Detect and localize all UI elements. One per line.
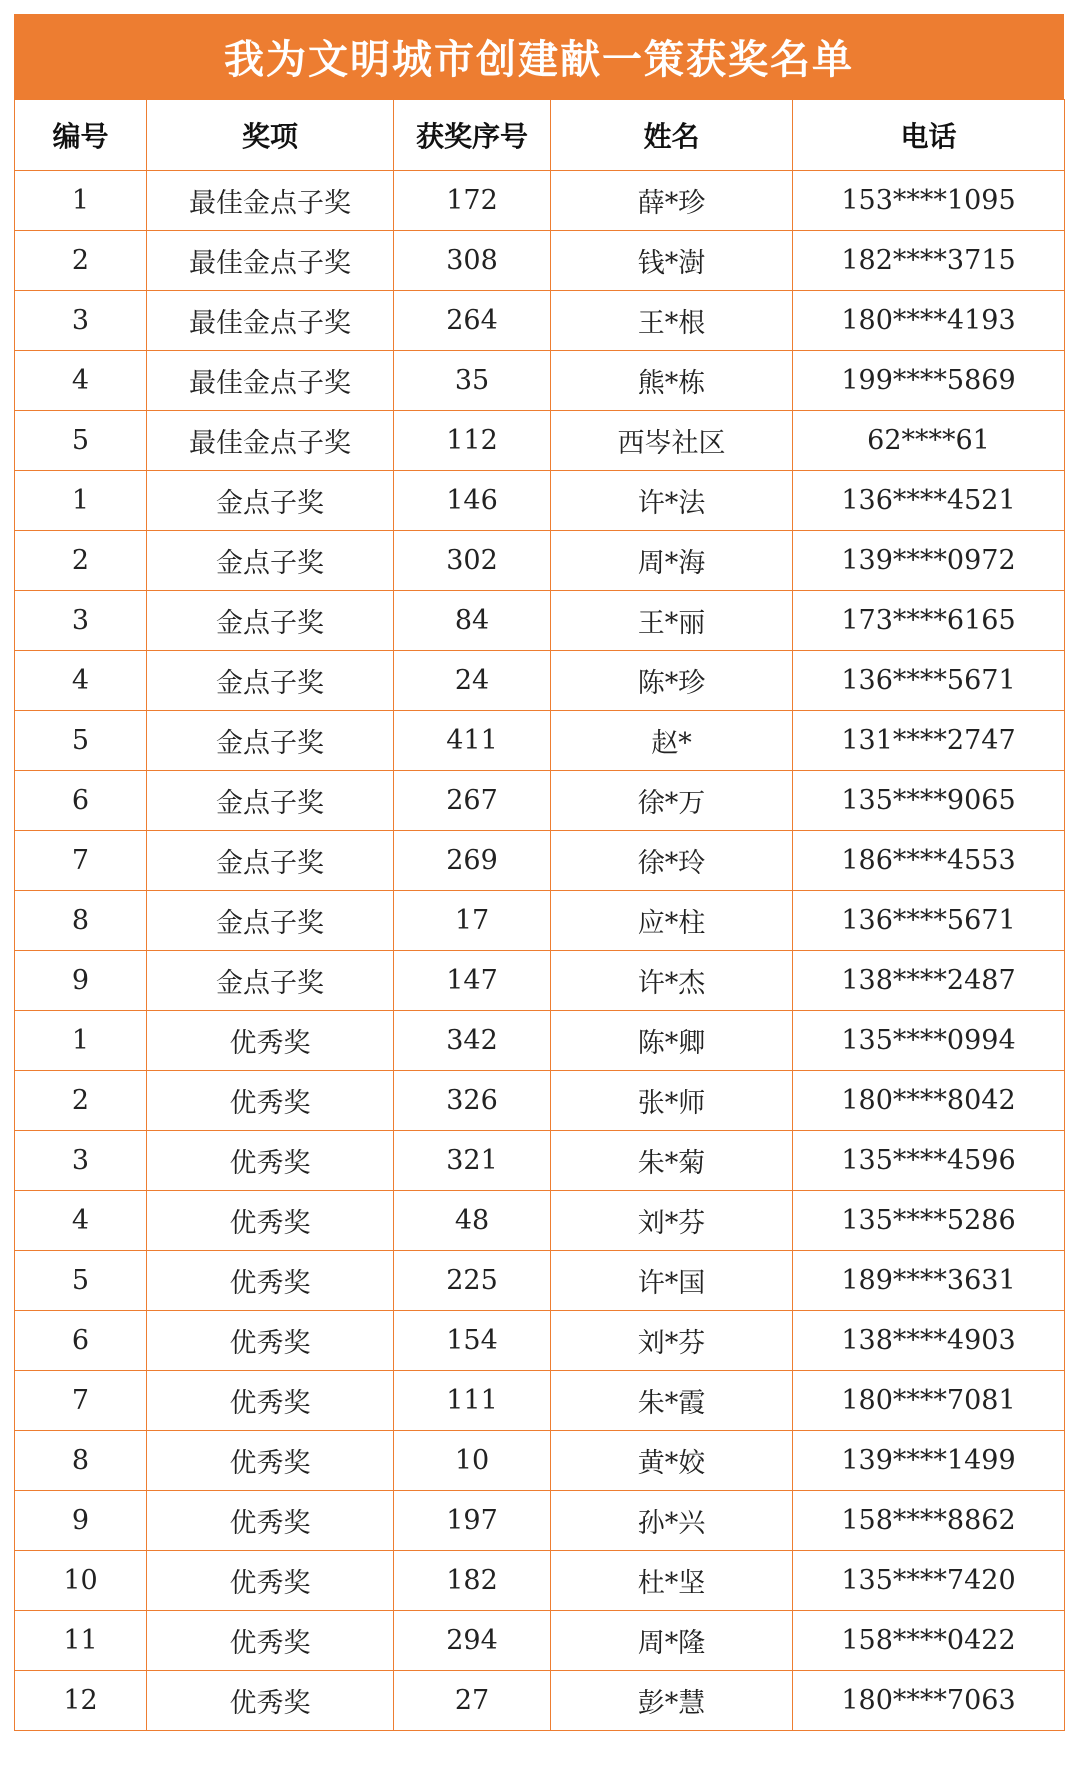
cell-phone: 135****0994 bbox=[793, 1011, 1065, 1071]
table-row bbox=[15, 1431, 1065, 1491]
cell-award-seq: 321 bbox=[394, 1131, 551, 1191]
table-row bbox=[15, 591, 1065, 651]
cell-name: 薛*珍 bbox=[551, 171, 793, 231]
cell-award-seq: 147 bbox=[394, 951, 551, 1011]
cell-award-seq: 302 bbox=[394, 531, 551, 591]
cell-number: 10 bbox=[15, 1551, 147, 1611]
cell-award: 优秀奖 bbox=[147, 1071, 394, 1131]
table-body bbox=[15, 171, 1065, 1731]
table-row bbox=[15, 291, 1065, 351]
cell-award: 最佳金点子奖 bbox=[147, 351, 394, 411]
cell-award: 金点子奖 bbox=[147, 891, 394, 951]
cell-award-seq: 197 bbox=[394, 1491, 551, 1551]
cell-award-seq: 411 bbox=[394, 711, 551, 771]
cell-award-seq: 35 bbox=[394, 351, 551, 411]
table-row bbox=[15, 1671, 1065, 1731]
cell-award-seq: 48 bbox=[394, 1191, 551, 1251]
cell-number: 7 bbox=[15, 831, 147, 891]
cell-name: 张*师 bbox=[551, 1071, 793, 1131]
cell-award-seq: 264 bbox=[394, 291, 551, 351]
cell-award-seq: 326 bbox=[394, 1071, 551, 1131]
table-row bbox=[15, 411, 1065, 471]
cell-number: 4 bbox=[15, 651, 147, 711]
cell-number: 4 bbox=[15, 351, 147, 411]
cell-name: 王*根 bbox=[551, 291, 793, 351]
table-row bbox=[15, 471, 1065, 531]
cell-number: 5 bbox=[15, 1251, 147, 1311]
cell-name: 应*柱 bbox=[551, 891, 793, 951]
table-row bbox=[15, 771, 1065, 831]
cell-award-seq: 225 bbox=[394, 1251, 551, 1311]
cell-award-seq: 269 bbox=[394, 831, 551, 891]
table-row bbox=[15, 1491, 1065, 1551]
table-row bbox=[15, 231, 1065, 291]
cell-award: 优秀奖 bbox=[147, 1551, 394, 1611]
cell-number: 8 bbox=[15, 1431, 147, 1491]
cell-name: 熊*栋 bbox=[551, 351, 793, 411]
cell-phone: 135****7420 bbox=[793, 1551, 1065, 1611]
cell-award: 最佳金点子奖 bbox=[147, 231, 394, 291]
cell-award: 优秀奖 bbox=[147, 1191, 394, 1251]
cell-award-seq: 84 bbox=[394, 591, 551, 651]
cell-award-seq: 112 bbox=[394, 411, 551, 471]
cell-phone: 138****2487 bbox=[793, 951, 1065, 1011]
table-row bbox=[15, 951, 1065, 1011]
cell-award-seq: 17 bbox=[394, 891, 551, 951]
cell-phone: 139****0972 bbox=[793, 531, 1065, 591]
cell-number: 2 bbox=[15, 231, 147, 291]
cell-name: 孙*兴 bbox=[551, 1491, 793, 1551]
cell-award: 金点子奖 bbox=[147, 471, 394, 531]
table-row bbox=[15, 831, 1065, 891]
cell-name: 朱*霞 bbox=[551, 1371, 793, 1431]
cell-name: 徐*玲 bbox=[551, 831, 793, 891]
cell-number: 11 bbox=[15, 1611, 147, 1671]
cell-name: 黄*姣 bbox=[551, 1431, 793, 1491]
cell-number: 5 bbox=[15, 411, 147, 471]
table-row bbox=[15, 1251, 1065, 1311]
page-title: 我为文明城市创建献一策获奖名单 bbox=[14, 14, 1064, 99]
cell-phone: 138****4903 bbox=[793, 1311, 1065, 1371]
cell-award: 优秀奖 bbox=[147, 1131, 394, 1191]
cell-phone: 136****5671 bbox=[793, 651, 1065, 711]
cell-award: 优秀奖 bbox=[147, 1311, 394, 1371]
cell-number: 1 bbox=[15, 471, 147, 531]
cell-number: 6 bbox=[15, 771, 147, 831]
cell-award: 金点子奖 bbox=[147, 711, 394, 771]
cell-award-seq: 24 bbox=[394, 651, 551, 711]
cell-phone: 153****1095 bbox=[793, 171, 1065, 231]
cell-phone: 62****61 bbox=[793, 411, 1065, 471]
cell-award-seq: 27 bbox=[394, 1671, 551, 1731]
cell-award: 优秀奖 bbox=[147, 1011, 394, 1071]
cell-phone: 180****8042 bbox=[793, 1071, 1065, 1131]
cell-award: 最佳金点子奖 bbox=[147, 291, 394, 351]
award-table bbox=[14, 99, 1065, 1731]
cell-number: 1 bbox=[15, 1011, 147, 1071]
cell-phone: 136****5671 bbox=[793, 891, 1065, 951]
table-row bbox=[15, 1011, 1065, 1071]
cell-award-seq: 111 bbox=[394, 1371, 551, 1431]
header-row bbox=[15, 100, 1065, 171]
cell-award: 优秀奖 bbox=[147, 1611, 394, 1671]
cell-phone: 139****1499 bbox=[793, 1431, 1065, 1491]
cell-name: 彭*慧 bbox=[551, 1671, 793, 1731]
cell-number: 2 bbox=[15, 1071, 147, 1131]
cell-award-seq: 10 bbox=[394, 1431, 551, 1491]
cell-award-seq: 267 bbox=[394, 771, 551, 831]
cell-name: 许*杰 bbox=[551, 951, 793, 1011]
cell-number: 9 bbox=[15, 951, 147, 1011]
cell-award-seq: 182 bbox=[394, 1551, 551, 1611]
cell-award-seq: 172 bbox=[394, 171, 551, 231]
cell-phone: 135****9065 bbox=[793, 771, 1065, 831]
cell-award: 优秀奖 bbox=[147, 1491, 394, 1551]
table-row bbox=[15, 1311, 1065, 1371]
cell-name: 陈*珍 bbox=[551, 651, 793, 711]
cell-phone: 199****5869 bbox=[793, 351, 1065, 411]
cell-phone: 173****6165 bbox=[793, 591, 1065, 651]
cell-award: 金点子奖 bbox=[147, 531, 394, 591]
column-header-name: 姓名 bbox=[551, 100, 793, 171]
cell-number: 3 bbox=[15, 591, 147, 651]
cell-number: 8 bbox=[15, 891, 147, 951]
cell-name: 西岑社区 bbox=[551, 411, 793, 471]
cell-name: 陈*卿 bbox=[551, 1011, 793, 1071]
cell-number: 6 bbox=[15, 1311, 147, 1371]
cell-name: 周*海 bbox=[551, 531, 793, 591]
table-row bbox=[15, 711, 1065, 771]
cell-name: 许*国 bbox=[551, 1251, 793, 1311]
table-row bbox=[15, 1611, 1065, 1671]
cell-phone: 180****7081 bbox=[793, 1371, 1065, 1431]
cell-number: 3 bbox=[15, 1131, 147, 1191]
cell-phone: 182****3715 bbox=[793, 231, 1065, 291]
cell-phone: 135****4596 bbox=[793, 1131, 1065, 1191]
cell-award: 最佳金点子奖 bbox=[147, 411, 394, 471]
cell-award-seq: 146 bbox=[394, 471, 551, 531]
cell-name: 周*隆 bbox=[551, 1611, 793, 1671]
cell-phone: 135****5286 bbox=[793, 1191, 1065, 1251]
cell-number: 2 bbox=[15, 531, 147, 591]
cell-number: 3 bbox=[15, 291, 147, 351]
cell-award-seq: 308 bbox=[394, 231, 551, 291]
cell-number: 12 bbox=[15, 1671, 147, 1731]
cell-award: 金点子奖 bbox=[147, 831, 394, 891]
cell-award-seq: 294 bbox=[394, 1611, 551, 1671]
cell-phone: 186****4553 bbox=[793, 831, 1065, 891]
cell-award: 优秀奖 bbox=[147, 1251, 394, 1311]
cell-number: 7 bbox=[15, 1371, 147, 1431]
cell-name: 钱*澍 bbox=[551, 231, 793, 291]
cell-award: 优秀奖 bbox=[147, 1371, 394, 1431]
cell-number: 4 bbox=[15, 1191, 147, 1251]
cell-award: 金点子奖 bbox=[147, 951, 394, 1011]
table-row bbox=[15, 351, 1065, 411]
cell-name: 赵* bbox=[551, 711, 793, 771]
cell-phone: 180****7063 bbox=[793, 1671, 1065, 1731]
table-row bbox=[15, 171, 1065, 231]
column-header-number: 编号 bbox=[15, 100, 147, 171]
column-header-award: 奖项 bbox=[147, 100, 394, 171]
cell-name: 刘*芬 bbox=[551, 1311, 793, 1371]
table-row bbox=[15, 651, 1065, 711]
cell-award-seq: 154 bbox=[394, 1311, 551, 1371]
cell-number: 1 bbox=[15, 171, 147, 231]
cell-number: 9 bbox=[15, 1491, 147, 1551]
cell-award: 优秀奖 bbox=[147, 1671, 394, 1731]
cell-phone: 158****8862 bbox=[793, 1491, 1065, 1551]
cell-phone: 136****4521 bbox=[793, 471, 1065, 531]
table-row bbox=[15, 1551, 1065, 1611]
award-list-sheet bbox=[14, 14, 1064, 1731]
cell-name: 杜*坚 bbox=[551, 1551, 793, 1611]
cell-award: 金点子奖 bbox=[147, 651, 394, 711]
cell-phone: 180****4193 bbox=[793, 291, 1065, 351]
table-row bbox=[15, 891, 1065, 951]
cell-name: 刘*芬 bbox=[551, 1191, 793, 1251]
cell-award-seq: 342 bbox=[394, 1011, 551, 1071]
cell-award: 金点子奖 bbox=[147, 591, 394, 651]
cell-award: 金点子奖 bbox=[147, 771, 394, 831]
table-header bbox=[15, 100, 1065, 171]
column-header-award-seq: 获奖序号 bbox=[394, 100, 551, 171]
cell-award: 最佳金点子奖 bbox=[147, 171, 394, 231]
table-row bbox=[15, 1131, 1065, 1191]
cell-number: 5 bbox=[15, 711, 147, 771]
cell-name: 朱*菊 bbox=[551, 1131, 793, 1191]
cell-award: 优秀奖 bbox=[147, 1431, 394, 1491]
cell-name: 王*丽 bbox=[551, 591, 793, 651]
table-row bbox=[15, 1371, 1065, 1431]
cell-phone: 131****2747 bbox=[793, 711, 1065, 771]
table-row bbox=[15, 1071, 1065, 1131]
table-row bbox=[15, 531, 1065, 591]
cell-name: 徐*万 bbox=[551, 771, 793, 831]
column-header-phone: 电话 bbox=[793, 100, 1065, 171]
table-row bbox=[15, 1191, 1065, 1251]
cell-phone: 189****3631 bbox=[793, 1251, 1065, 1311]
cell-phone: 158****0422 bbox=[793, 1611, 1065, 1671]
cell-name: 许*法 bbox=[551, 471, 793, 531]
